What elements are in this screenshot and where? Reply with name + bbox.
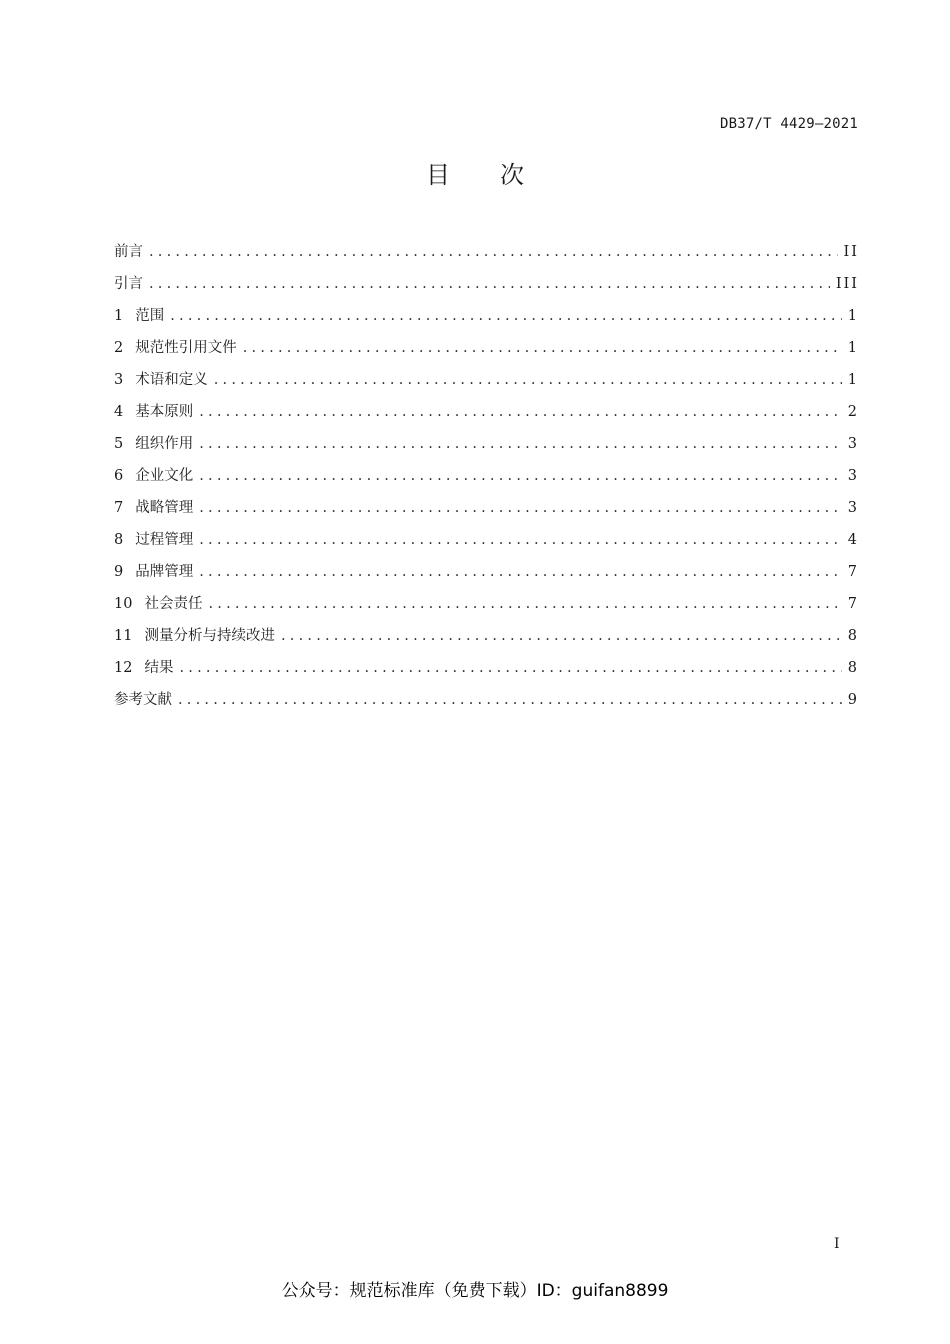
toc-entry-number: 3: [114, 372, 124, 388]
toc-entry-page: 8: [847, 628, 859, 644]
toc-dot-leader: [281, 628, 842, 644]
toc-dot-leader: [199, 404, 842, 420]
toc-entry-page: 1: [847, 340, 859, 356]
toc-entry-page: 3: [847, 436, 859, 452]
toc-dot-leader: [199, 468, 842, 484]
toc-entry-label: 规范性引用文件: [135, 340, 237, 356]
toc-entry-page: 9: [847, 692, 859, 708]
toc-entry-number: 4: [114, 404, 124, 420]
toc-dot-leader: [178, 692, 842, 708]
toc-entry-label: 范围: [135, 308, 165, 324]
toc-entry-label: 引言: [114, 276, 143, 292]
toc-entry-label: 基本原则: [135, 404, 194, 420]
toc-entry-page: 2: [847, 404, 859, 420]
toc-entry-page: 1: [847, 372, 859, 388]
toc-entry[interactable]: [114, 528, 859, 560]
toc-entry-number: 8: [114, 532, 124, 548]
toc-entry-label: 前言: [114, 244, 143, 260]
toc-entry-page: 1: [847, 308, 859, 324]
toc-entry[interactable]: [114, 240, 859, 272]
toc-dot-leader: [149, 276, 830, 292]
footer-watermark: 公众号：规范标准库（免费下载）ID：guifan8899: [281, 1281, 669, 1301]
toc-entry[interactable]: [114, 304, 859, 336]
toc-entry-label: 术语和定义: [135, 372, 208, 388]
toc-dot-leader: [149, 244, 838, 260]
toc-entry[interactable]: [114, 464, 859, 496]
toc-entry-page: III: [835, 276, 859, 292]
toc-dot-leader: [199, 564, 842, 580]
table-of-contents: [114, 240, 859, 720]
toc-entry[interactable]: [114, 368, 859, 400]
toc-entry-label: 企业文化: [135, 468, 194, 484]
toc-entry-page: 3: [847, 468, 859, 484]
toc-entry-label: 组织作用: [135, 436, 194, 452]
toc-entry[interactable]: [114, 496, 859, 528]
toc-entry-number: 1: [114, 308, 124, 324]
toc-entry-label: 参考文献: [114, 692, 172, 708]
toc-entry-label: 测量分析与持续改进: [144, 628, 275, 644]
toc-entry-label: 品牌管理: [135, 564, 194, 580]
toc-entry-number: 5: [114, 436, 124, 452]
toc-entry[interactable]: [114, 400, 859, 432]
toc-entry-page: 8: [847, 660, 859, 676]
toc-entry[interactable]: [114, 624, 859, 656]
toc-dot-leader: [199, 500, 842, 516]
toc-entry-page: 3: [847, 500, 859, 516]
page-title: 目次: [426, 161, 574, 189]
toc-entry-label: 结果: [144, 660, 174, 676]
toc-entry-number: 9: [114, 564, 124, 580]
toc-entry-page: 7: [847, 596, 859, 612]
toc-entry-number: 2: [114, 340, 124, 356]
toc-dot-leader: [199, 436, 842, 452]
toc-entry[interactable]: [114, 272, 859, 304]
toc-dot-leader: [179, 660, 841, 676]
page-number: I: [834, 1236, 840, 1252]
toc-entry-label: 社会责任: [144, 596, 203, 612]
toc-entry[interactable]: [114, 656, 859, 688]
toc-entry-number: 12: [114, 660, 133, 676]
toc-entry-page: 7: [847, 564, 859, 580]
toc-entry-page: II: [843, 244, 859, 260]
toc-entry[interactable]: [114, 432, 859, 464]
toc-entry-number: 10: [114, 596, 133, 612]
toc-entry-page: 4: [847, 532, 859, 548]
document-code: DB37/T 4429—2021: [719, 116, 858, 132]
toc-entry[interactable]: [114, 592, 859, 624]
toc-dot-leader: [208, 596, 841, 612]
toc-entry-number: 11: [114, 628, 133, 644]
toc-dot-leader: [199, 532, 842, 548]
toc-entry[interactable]: [114, 688, 859, 720]
toc-entry-label: 过程管理: [135, 532, 194, 548]
toc-entry[interactable]: [114, 336, 859, 368]
toc-dot-leader: [214, 372, 842, 388]
toc-entry-number: 7: [114, 500, 124, 516]
toc-dot-leader: [170, 308, 842, 324]
toc-entry[interactable]: [114, 560, 859, 592]
toc-entry-number: 6: [114, 468, 124, 484]
toc-entry-label: 战略管理: [135, 500, 194, 516]
toc-dot-leader: [243, 340, 842, 356]
